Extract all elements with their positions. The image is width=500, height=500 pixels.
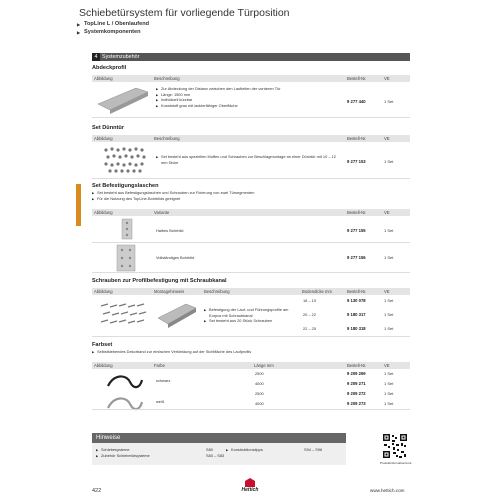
lasche-halb-image — [118, 218, 138, 240]
farbset-bestnr-1: 9 209 269 — [347, 371, 366, 376]
farbset-title: Farbset — [92, 342, 113, 348]
col-ve: VE — [384, 136, 390, 141]
farbset-ve-3: 1 Set — [384, 391, 394, 396]
abdeckprofil-image — [96, 84, 152, 114]
laschen-variante-2: Vollständiges Bohrbild — [156, 255, 195, 260]
col-bestellnr: Bestell-Nr. — [347, 136, 367, 141]
col-beschreibung: Beschreibung — [154, 76, 180, 81]
divider — [92, 242, 410, 243]
hinweis-link-schiebesysteme[interactable]: ▶ Schiebesysteme S80 — [96, 447, 246, 453]
laschen-intro — [92, 190, 392, 201]
col-farbe: Farbe — [154, 363, 165, 368]
qr-caption: Produktinformation/Link — [380, 461, 412, 465]
duenntuer-set-image — [100, 144, 152, 176]
col-bestellnr: Bestell-Nr. — [347, 210, 367, 215]
farbset-intro — [92, 349, 392, 355]
footer-url[interactable]: www.hettich.com — [370, 488, 405, 493]
montagehinweis-image — [156, 300, 198, 328]
abdeck-ve: 1 Set — [384, 99, 394, 104]
abdeck-table-header — [92, 75, 410, 82]
duenn-title: Set Dünntür — [92, 125, 125, 131]
hinweise-list-left — [96, 447, 246, 458]
col-ve: VE — [384, 289, 390, 294]
farbset-table-header — [92, 362, 410, 369]
chapter-tab — [76, 184, 81, 226]
abdeck-description — [156, 86, 336, 109]
divider — [92, 178, 410, 179]
section-number: 4 — [92, 53, 100, 61]
col-abbildung: Abbildung — [94, 136, 113, 141]
lasche-voll-image — [114, 244, 140, 272]
schrauben-image — [98, 302, 150, 326]
qr-code-icon[interactable] — [382, 433, 408, 459]
schrauben-dicke-2: 20 – 22 — [303, 312, 316, 317]
col-abbildung: Abbildung — [94, 289, 113, 294]
farbset-farbe-schwarz: schwarz — [156, 378, 171, 383]
section-bar — [92, 53, 410, 61]
farbset-bestnr-2: 9 209 271 — [347, 381, 366, 386]
laschen-table-header — [92, 209, 410, 216]
hinweise-list-right — [226, 447, 344, 453]
abdeck-bullet: ▶ Zur Abdeckung der Distanz zwischen den Laufteilen der vorderen Tür — [156, 86, 336, 92]
col-bestellnr: Bestell-Nr. — [347, 363, 367, 368]
col-abbildung: Abbildung — [94, 76, 113, 81]
hinweise-header: Hinweise — [92, 433, 346, 443]
farbset-laenge-3: 2500 — [255, 391, 264, 396]
schrauben-ve-3: 1 Set — [384, 326, 394, 331]
col-bestellnr: Bestell-Nr. — [347, 76, 367, 81]
subtitle-topline: ▶ TopLine L / Obenlaufend — [84, 21, 149, 27]
col-beschreibung: Beschreibung — [204, 289, 230, 294]
duenn-ve: 1 Set — [384, 159, 394, 164]
schrauben-title: Schrauben zur Profilbefestigung mit Schraubkanal — [92, 278, 227, 284]
farbset-farbe-weiss: weiß — [156, 399, 165, 404]
farbset-schwarz-image — [104, 372, 144, 392]
abdeck-bullet: ▶ Kunststoff grau mit lackierfähiger Oberfläche — [156, 103, 336, 109]
schrauben-ve-1: 1 Set — [384, 298, 394, 303]
schrauben-bestnr-2: 9 180 317 — [347, 312, 366, 317]
page-title: Schiebetürsystem für vorliegende Türposition — [79, 7, 290, 19]
col-ve: VE — [384, 210, 390, 215]
schrauben-dicke-3: 22 – 25 — [303, 326, 316, 331]
laschen-ve-2: 1 Set — [384, 255, 394, 260]
hettich-logo-text: Hettich — [241, 487, 259, 493]
col-abbildung: Abbildung — [94, 210, 113, 215]
col-abbildung: Abbildung — [94, 363, 113, 368]
col-laenge: Länge mm — [254, 363, 274, 368]
farbset-bestnr-4: 9 209 273 — [347, 401, 366, 406]
page-number: 422 — [92, 488, 102, 494]
section-label: Systemzubehör — [102, 54, 140, 60]
hinweis-link-zubehoer[interactable]: ▶ Zubehör Schiebetürsysteme S83 – S83 — [96, 453, 246, 459]
abdeck-bullet: ▶ Individuell kürzbar — [156, 97, 336, 103]
hinweis-link-konstruktionstipps[interactable]: ▶ Konstruktionstipps S94 – S96 — [226, 447, 344, 453]
col-bestellnr: Bestell-Nr. — [347, 289, 367, 294]
col-ve: VE — [384, 76, 390, 81]
farbset-bestnr-3: 9 209 272 — [347, 391, 366, 396]
schrauben-bullet: ▶ Set besteht aus 20 Stück Schrauben — [204, 318, 300, 324]
farbset-ve-4: 1 Set — [384, 401, 394, 406]
subtitle-systemkomponenten: ▶ Systemkomponenten — [84, 29, 141, 35]
divider — [92, 409, 410, 410]
hettich-logo-icon — [245, 478, 255, 487]
col-variante: Variante — [154, 210, 170, 215]
schrauben-bullet: ▶ Befestigung der Lauf- und Führungsprofile am Korpus mit Schraubkanal — [204, 307, 300, 318]
abdeck-bullet: ▶ Länge: 1500 mm — [156, 92, 336, 98]
abdeck-title: Abdeckprofil — [92, 65, 127, 71]
schrauben-description — [204, 307, 300, 324]
col-ve: VE — [384, 363, 390, 368]
laschen-intro-bullet: ▶ Für die Nutzung des TopLine-Bohrbilds geeignet — [92, 196, 392, 202]
laschen-ve-1: 1 Set — [384, 228, 394, 233]
duenn-bullet: ▶ Set besteht aus speziellen Muffen und Schrauben zur Beschlagmontage an einer Dünntür mit 10 – 12 mm Dicke — [156, 154, 336, 165]
farbset-ve-2: 1 Set — [384, 381, 394, 386]
schrauben-table-header — [92, 288, 410, 295]
duenn-table-header — [92, 135, 410, 142]
farbset-intro-bullet: ▶ Selbstklebendes Dekorband zur einfachen Verkleidung auf der Sichtfläche des Laufprofils — [92, 349, 392, 355]
laschen-variante-1: Halbes Bohrbild — [156, 228, 184, 233]
laschen-bestnr-2: 9 277 156 — [347, 255, 366, 260]
laschen-title: Set Befestigungslaschen — [92, 183, 159, 189]
schrauben-dicke-1: 16 – 19 — [303, 298, 316, 303]
hinweise-body — [92, 443, 346, 465]
farbset-laenge-4: 4000 — [255, 401, 264, 406]
hettich-logo — [236, 478, 264, 496]
laschen-bestnr-1: 9 277 155 — [347, 228, 366, 233]
schrauben-bestnr-1: 9 130 078 — [347, 298, 366, 303]
schrauben-ve-2: 1 Set — [384, 312, 394, 317]
farbset-laenge-2: 4000 — [255, 381, 264, 386]
laschen-intro-bullet: ▶ Set besteht aus Befestigungslaschen und Schrauben zur Fixierung von zwei Türsegmenten — [92, 190, 392, 196]
schrauben-bestnr-3: 9 180 318 — [347, 326, 366, 331]
farbset-ve-1: 1 Set — [384, 371, 394, 376]
abdeck-bestnr: 9 277 440 — [347, 99, 366, 104]
duenn-bestnr: 9 277 153 — [347, 159, 366, 164]
divider — [92, 117, 410, 118]
divider — [92, 336, 410, 337]
divider — [92, 272, 410, 273]
col-bodendicke: Bodendicke mm — [302, 289, 333, 294]
col-montagehinweis: Montagehinweis — [154, 289, 185, 294]
farbset-laenge-1: 2500 — [255, 371, 264, 376]
duenn-description — [156, 154, 336, 165]
farbset-weiss-image — [104, 394, 144, 414]
col-beschreibung: Beschreibung — [154, 136, 180, 141]
